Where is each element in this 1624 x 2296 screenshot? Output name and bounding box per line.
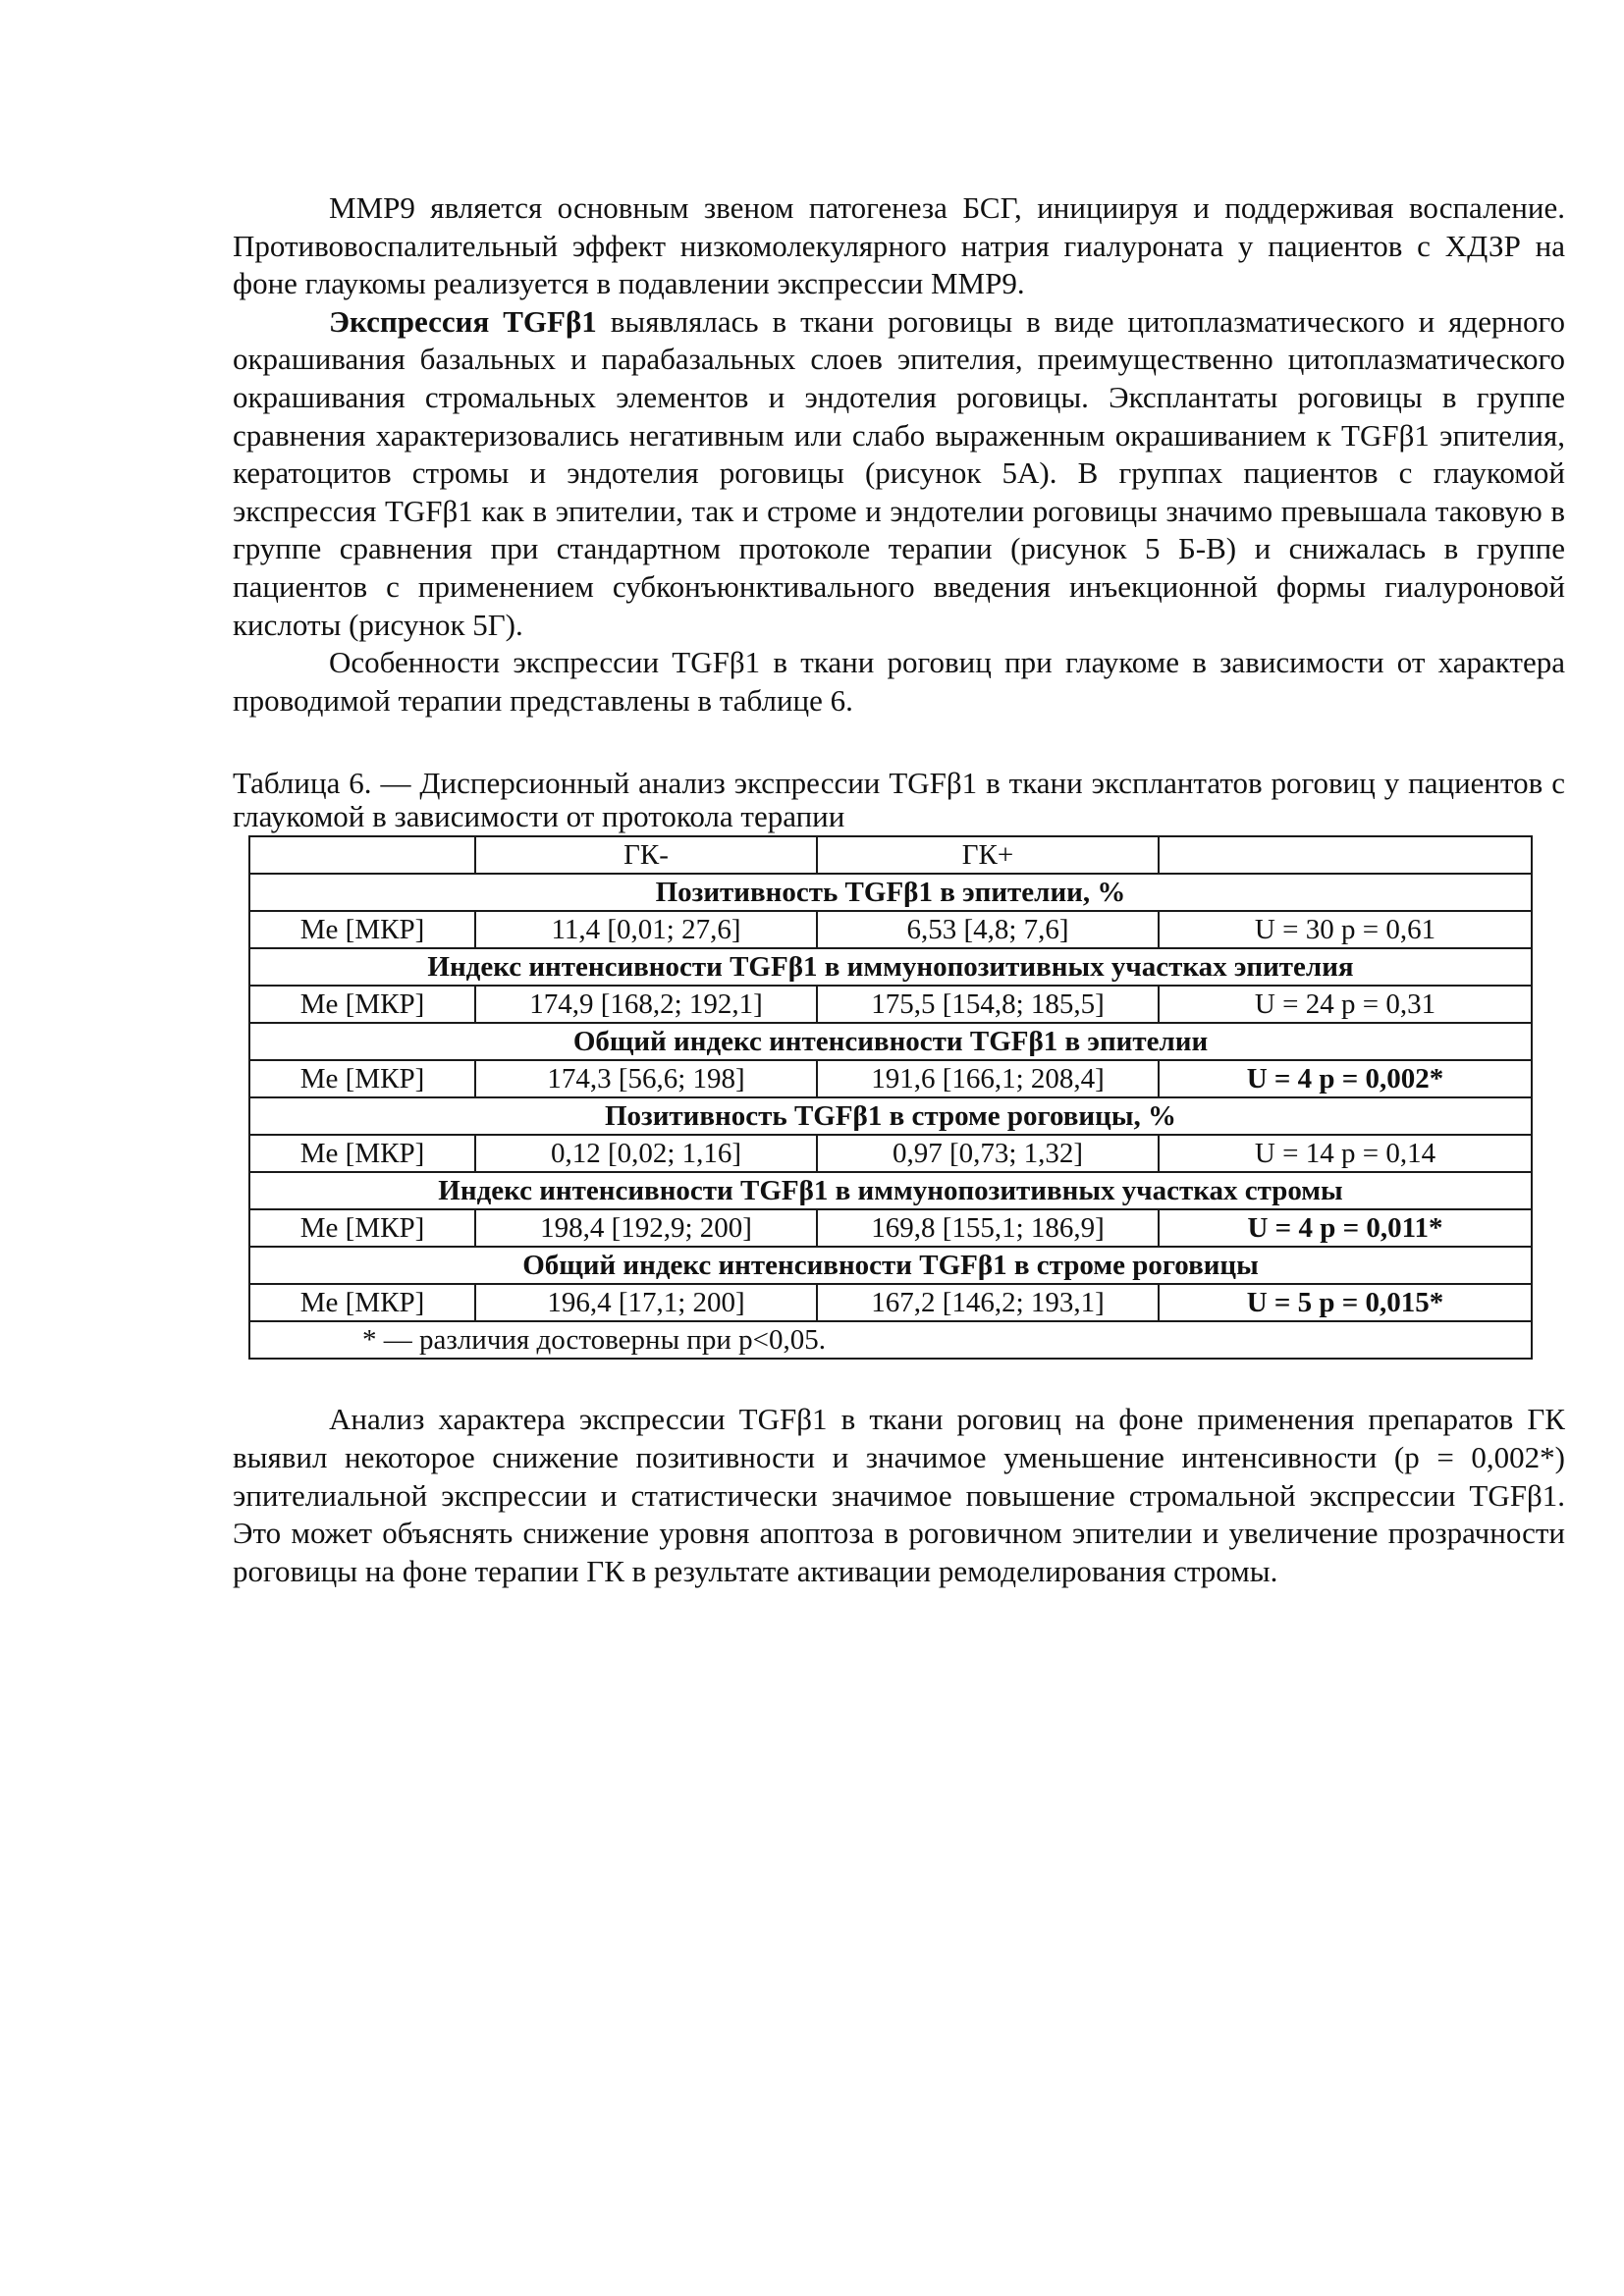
table-caption: Таблица 6. — Дисперсионный анализ экспрессии TGFβ1 в ткани эксплантатов роговиц у пациентов с глаукомой в зависимости от протокола терапии [233,766,1565,834]
header-cell-stat [1159,836,1532,874]
paragraph-body: выявлялась в ткани роговицы в виде цитоплазматического и ядерного окрашивания базальных и парабазальных слоев эпителия, преимущественно цитоплазматического окрашивания стромальных элементов и эндотелия роговицы. Эксплантаты роговицы в группе сравнения характеризовались негативным или слабо выраженным окрашиванием к TGFβ1 эпителия, кератоцитов стромы и эндотелия роговицы (рисунок 5А). В группах пациентов с глаукомой экспрессия TGFβ1 как в эпителии, так и строме и эндотелии роговицы значимо превышала таковую в группе сравнения при стандартном протоколе терапии (рисунок 5 Б-В) и снижалась в группе пациентов с применением субконъюнктивального введения инъекционной формы гиалуроновой кислоты (рисунок 5Г). [233,303,1565,642]
paragraph-table-intro: Особенности экспрессии TGFβ1 в ткани роговиц при глаукоме в зависимости от характера проводимой терапии представлены в таблице 6. [233,645,1565,718]
row-label: Me [МКР] [249,911,475,948]
value-gk-plus: 0,97 [0,73; 1,32] [817,1135,1159,1172]
section-heading: Общий индекс интенсивности TGFβ1 в эпителии [249,1023,1532,1060]
results-table [248,835,1533,1360]
value-gk-minus: 198,4 [192,9; 200] [475,1209,817,1247]
value-gk-plus: 191,6 [166,1; 208,4] [817,1060,1159,1097]
row-label: Me [МКР] [249,1135,475,1172]
section-heading: Позитивность TGFβ1 в строме роговицы, % [249,1097,1532,1135]
value-gk-minus: 0,12 [0,02; 1,16] [475,1135,817,1172]
paragraph-lead-bold: Экспрессия TGFβ1 [329,303,597,339]
value-gk-plus: 6,53 [4,8; 7,6] [817,911,1159,948]
stat-value-significant: U = 4 p = 0,002* [1159,1060,1532,1097]
header-cell-gk-minus: ГК- [475,836,817,874]
stat-value-significant: U = 4 p = 0,011* [1159,1209,1532,1247]
section-heading: Позитивность TGFβ1 в эпителии, % [249,874,1532,911]
value-gk-minus: 174,9 [168,2; 192,1] [475,986,817,1023]
section-heading: Индекс интенсивности TGFβ1 в иммунопозитивных участках стромы [249,1172,1532,1209]
table-row [249,1209,1532,1247]
stat-value: U = 24 p = 0,31 [1159,986,1532,1023]
stat-value: U = 30 p = 0,61 [1159,911,1532,948]
stat-value-significant: U = 5 p = 0,015* [1159,1284,1532,1321]
table-row [249,911,1532,948]
paragraph-tgfb1-expression [233,303,1565,644]
paragraph-analysis: Анализ характера экспрессии TGFβ1 в ткани роговиц на фоне применения препаратов ГК выявил некоторое снижение позитивности и значимое уменьшение интенсивности (p = 0,002*) эпителиальной экспрессии и статистически значимое повышение стромальной экспрессии TGFβ1. Это может объяснять снижение уровня апоптоза в роговичном эпителии и увеличение прозрачности роговицы на фоне терапии ГК в результате активации ремоделирования стромы. [233,1402,1565,1588]
row-label: Me [МКР] [249,1284,475,1321]
row-label: Me [МКР] [249,986,475,1023]
table-row [249,1284,1532,1321]
stat-value: U = 14 p = 0,14 [1159,1135,1532,1172]
value-gk-plus: 169,8 [155,1; 186,9] [817,1209,1159,1247]
header-cell-gk-plus: ГК+ [817,836,1159,874]
value-gk-minus: 196,4 [17,1; 200] [475,1284,817,1321]
row-label: Me [МКР] [249,1060,475,1097]
value-gk-plus: 167,2 [146,2; 193,1] [817,1284,1159,1321]
table-row [249,1135,1532,1172]
section-heading: Индекс интенсивности TGFβ1 в иммунопозитивных участках эпителия [249,948,1532,986]
value-gk-plus: 175,5 [154,8; 185,5] [817,986,1159,1023]
header-cell-label [249,836,475,874]
section-heading: Общий индекс интенсивности TGFβ1 в строме роговицы [249,1247,1532,1284]
value-gk-minus: 11,4 [0,01; 27,6] [475,911,817,948]
table-footnote: * — различия достоверны при p<0,05. [249,1321,1532,1359]
value-gk-minus: 174,3 [56,6; 198] [475,1060,817,1097]
document-page [233,189,1565,1590]
row-label: Me [МКР] [249,1209,475,1247]
paragraph-mmp9: MMP9 является основным звеном патогенеза БСГ, инициируя и поддерживая воспаление. Противовоспалительный эффект низкомолекулярного натрия гиалуроната у пациентов с ХДЗР на фоне глаукомы реализуется в подавлении экспрессии MMP9. [233,190,1565,301]
table-row [249,986,1532,1023]
table-row [249,1060,1532,1097]
table-header-row [249,836,1532,874]
